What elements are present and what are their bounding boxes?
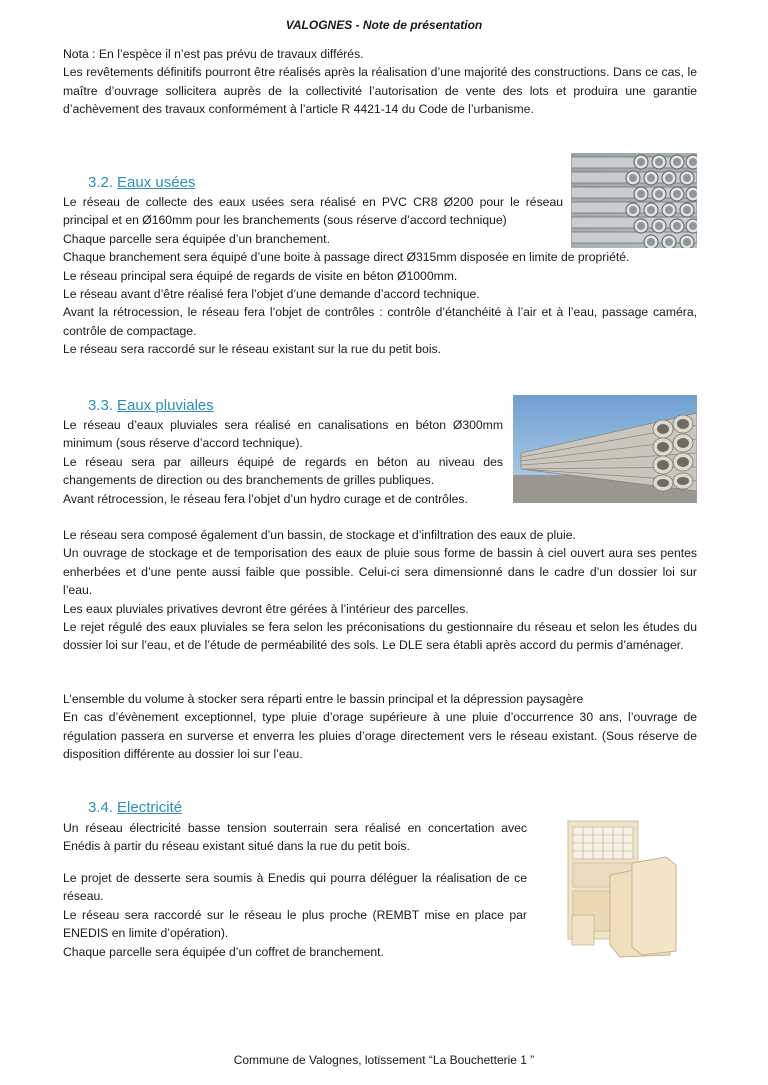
- section-title: Eaux pluviales: [117, 397, 214, 414]
- section-heading-eaux-pluviales: [88, 397, 214, 414]
- page-header: VALOGNES - Note de présentation: [285, 18, 483, 32]
- intro-line: Nota : En l’espèce il n’est pas prévu de travaux différés.: [63, 47, 364, 61]
- eaux-pluviales-side-text: [63, 416, 503, 508]
- paragraph: Un réseau électricité basse tension souterrain sera réalisé en concertation avec Enédis à partir du réseau existant situé dans la rue du petit bois.: [63, 821, 527, 854]
- section-heading-electricite: [88, 799, 182, 816]
- paragraph: Le projet de desserte sera soumis à Enedis qui pourra déléguer la réalisation de ce réseau.: [63, 871, 527, 904]
- paragraph: Le rejet régulé des eaux pluviales se fera selon les préconisations du gestionnaire du réseau et selon les études du dossier loi sur l’eau, et de l’étude de perméabilité des sols. Le DLE sera établi après accord du permis d’aménager.: [63, 620, 697, 653]
- concrete-pipes-photo: [513, 395, 697, 503]
- paragraph: Un ouvrage de stockage et de temporisation des eaux de pluie sous forme de bassin à ciel ouvert aura ses pentes enherbées et d’une pente aussi faible que possible. Celui-ci sera dimensionné dans le cadre d’un dossier loi sur l’eau.: [63, 546, 697, 598]
- paragraph: Les eaux pluviales privatives devront être gérées à l’intérieur des parcelles.: [63, 601, 469, 616]
- paragraph: En cas d’évènement exceptionnel, type pluie d’orage supérieure à une pluie d’occurrence 30 ans, l’ouvrage de régulation passera en surverse et enverra les pluies d’orage directement vers le réseau existant. (Sous réserve de disposition différente au dossier loi sur l’eau.: [63, 710, 697, 762]
- page-footer: Commune de Valognes, lotissement “La Bouchetterie 1 ”: [233, 1053, 535, 1067]
- paragraph: Le réseau d’eaux pluviales sera réalisé en canalisations en béton Ø300mm minimum (sous réserve d’accord technique).: [63, 418, 503, 451]
- eaux-pluviales-extra-text: [63, 690, 697, 764]
- paragraph: Avant la rétrocession, le réseau fera l’objet de contrôles : contrôle d’étanchéité à l’air et à l’eau, passage caméra, contrôle de compactage.: [63, 305, 697, 338]
- section-number: 3.3.: [88, 397, 114, 414]
- section-heading-eaux-usees: [88, 174, 195, 191]
- paragraph: Le réseau de collecte des eaux usées sera réalisé en PVC CR8 Ø200 pour le réseau principal et en Ø160mm pour les branchements (sous réserve d’accord technique): [63, 195, 563, 228]
- intro-line: Les revêtements définitifs pourront être réalisés après la réalisation d’une majorité des constructions. Dans ce cas, le maître d’ouvrage sollicitera auprès de la collectivité l’autorisation de vente des lots et produira une garantie d’achèvement des travaux conformément à l’article R 4421-14 du Code de l’urbanisme.: [63, 65, 697, 117]
- electrical-cabinet-photo: [558, 815, 680, 960]
- paragraph: Le réseau avant d’être réalisé fera l’objet d’une demande d’accord technique.: [63, 287, 480, 302]
- paragraph: Avant rétrocession, le réseau fera l’objet d’un hydro curage et de contrôles.: [63, 491, 468, 506]
- section-number: 3.2.: [88, 174, 114, 191]
- section-title: Eaux usées: [117, 174, 196, 191]
- eaux-usees-text: [63, 193, 697, 359]
- eaux-pluviales-text: [63, 526, 697, 655]
- intro-text: [63, 45, 697, 119]
- paragraph: Le réseau sera raccordé sur le réseau le plus proche (REMBT mise en place par ENEDIS en limite d’opération).: [63, 907, 527, 941]
- paragraph: Le réseau sera par ailleurs équipé de regards en béton au niveau des changements de direction ou des branchements de grilles publiques.: [63, 454, 503, 488]
- paragraph: Le réseau sera composé également d’un bassin, de stockage et d’infiltration des eaux de pluie.: [63, 528, 576, 542]
- section-title: Electricité: [117, 799, 183, 816]
- paragraph: Le réseau sera raccordé sur le réseau existant sur la rue du petit bois.: [63, 342, 442, 357]
- electricite-text-b: [63, 869, 527, 961]
- paragraph: Chaque branchement sera équipé d’une boite à passage direct Ø315mm disposée en limite de propriété.: [63, 250, 630, 265]
- paragraph: Chaque parcelle sera équipée d’un branchement.: [63, 231, 330, 246]
- electricite-text-a: [63, 819, 527, 856]
- section-number: 3.4.: [88, 799, 114, 816]
- paragraph: Chaque parcelle sera équipée d’un coffret de branchement.: [63, 944, 384, 959]
- paragraph: Le réseau principal sera équipé de regards de visite en béton Ø1000mm.: [63, 268, 458, 283]
- paragraph: L’ensemble du volume à stocker sera réparti entre le bassin principal et la dépression paysagère: [63, 692, 584, 706]
